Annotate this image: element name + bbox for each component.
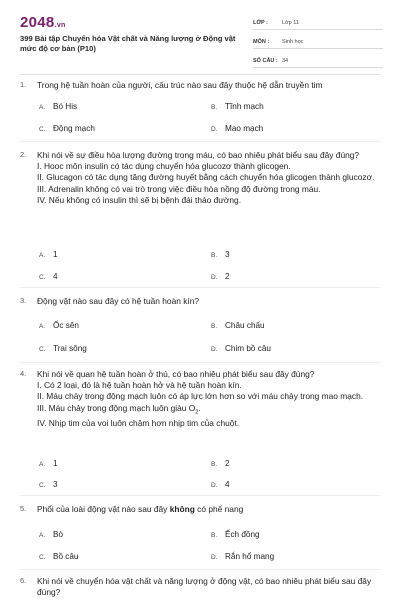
option-b[interactable] — [211, 530, 260, 539]
question-divider — [20, 287, 380, 288]
statement-iii: III. Máu chảy trong động mạch luôn giàu $O_2$. — [37, 402, 201, 416]
document-title: 399 Bài tập Chuyển hóa Vật chất và Năng lượng ở Động vật mức độ cơ bản (P10) — [20, 34, 236, 53]
statement-i: I. Có 2 loại, đó là hệ tuần hoàn hở và hệ tuần hoàn kín. — [37, 380, 242, 391]
option-letter: C. — [39, 274, 46, 281]
option-text: Chim bồ câu — [225, 344, 271, 353]
option-text: Bó His — [53, 102, 78, 111]
question-number: 1. — [20, 80, 27, 89]
site-logo[interactable] — [20, 14, 66, 31]
o2-subscript: 2 — [195, 409, 199, 416]
statement-iii: III. Adrenalin không có vai trò trong việc điều hòa nồng độ đường trong máu. — [37, 183, 321, 194]
option-letter: A. — [39, 104, 46, 111]
question-line: Trong hệ tuần hoàn của người, cấu trúc nào sau đây thuộc hệ dẫn truyền tim — [37, 80, 323, 90]
question-number: 4. — [20, 369, 27, 378]
question-divider — [20, 495, 380, 496]
option-c[interactable] — [39, 124, 95, 133]
option-letter: C. — [39, 126, 46, 133]
option-letter: D. — [211, 346, 218, 353]
option-c[interactable] — [39, 272, 58, 281]
option-text: 2 — [225, 459, 230, 468]
question-line: Khi nói về chuyển hóa vật chất và năng lượng ở động vật, có bao nhiêu phát biểu sau đây đúng? — [37, 576, 372, 598]
meta-row-subject — [253, 34, 383, 49]
option-text: Mao mạch — [225, 124, 264, 133]
meta-table — [253, 15, 383, 72]
option-text: 4 — [225, 480, 230, 489]
option-letter: A. — [39, 461, 46, 468]
option-letter: D. — [211, 274, 218, 281]
option-letter: D. — [211, 482, 218, 489]
question-text — [37, 369, 382, 430]
option-a[interactable] — [39, 530, 63, 539]
option-c[interactable] — [39, 480, 58, 489]
option-text: Động mạch — [53, 124, 95, 133]
header-divider — [20, 74, 380, 75]
question-number: 5. — [20, 504, 27, 513]
question-number: 6. — [20, 576, 27, 585]
option-text: 2 — [225, 272, 230, 281]
meta-row-grade — [253, 15, 383, 30]
option-text: 1 — [53, 459, 58, 468]
question-4 — [20, 369, 382, 491]
option-letter: A. — [39, 252, 46, 259]
question-number: 2. — [20, 150, 27, 159]
option-letter: A. — [39, 532, 46, 539]
grade-value: Lớp 11 — [282, 20, 299, 26]
question-text — [37, 504, 382, 515]
question-divider — [20, 362, 380, 363]
question-divider — [20, 141, 380, 142]
option-c[interactable] — [39, 344, 87, 353]
option-text: Tĩnh mạch — [225, 102, 264, 111]
option-text: Châu chấu — [225, 321, 265, 330]
question-divider — [20, 569, 380, 570]
question-number: 3. — [20, 296, 27, 305]
question-text — [37, 296, 382, 307]
option-letter: B. — [211, 104, 218, 111]
option-letter: B. — [211, 461, 218, 468]
statement-iv: IV. Nhịp tim của voi luôn chậm hơn nhịp tim của chuột. — [37, 418, 240, 429]
option-text: Rắn hổ mang — [225, 552, 275, 561]
option-d[interactable] — [211, 344, 271, 353]
option-letter: B. — [211, 323, 218, 330]
option-a[interactable] — [39, 459, 58, 468]
logo-suffix: .vn — [54, 22, 66, 29]
option-d[interactable] — [211, 124, 263, 133]
option-letter: C. — [39, 482, 46, 489]
question-line — [37, 504, 382, 515]
statement-i: I. Hooc môn insulin có tác dụng chuyển hóa glucozơ thành glicogen. — [37, 161, 291, 172]
option-text: 1 — [53, 250, 58, 259]
option-text: 4 — [53, 272, 58, 281]
question-6 — [20, 576, 382, 600]
question-5 — [20, 504, 382, 566]
question-text — [37, 80, 382, 91]
question-count-value: 34 — [282, 58, 289, 64]
question-text-end: có phế nang — [194, 504, 244, 514]
option-text: Ốc sên — [53, 321, 79, 330]
question-1 — [20, 80, 382, 140]
option-b[interactable] — [211, 250, 230, 259]
option-letter: B. — [211, 532, 218, 539]
question-3 — [20, 296, 382, 358]
option-letter: D. — [211, 554, 218, 561]
grade-label: LỚP : — [253, 20, 268, 26]
option-a[interactable] — [39, 250, 58, 259]
question-line: Khi nói về sự điều hòa lượng đường trong máu, có bao nhiêu phát biểu sau đây đúng? — [37, 150, 360, 160]
option-a[interactable] — [39, 321, 79, 330]
question-line: Động vật nào sau đây có hệ tuần hoàn kín? — [37, 296, 200, 306]
option-letter: C. — [39, 554, 46, 561]
question-text — [37, 576, 382, 598]
option-d[interactable] — [211, 272, 230, 281]
statement-iii-text: III. Máu chảy trong động mạch luôn giàu O — [37, 402, 196, 413]
subject-label: MÔN : — [253, 39, 270, 45]
option-text: Bồ câu — [53, 552, 79, 561]
option-b[interactable] — [211, 321, 265, 330]
option-b[interactable] — [211, 459, 230, 468]
option-text: Ếch đồng — [225, 530, 260, 539]
logo-text: 2048 — [20, 14, 55, 31]
question-2 — [20, 150, 382, 282]
option-text: 3 — [225, 250, 230, 259]
question-text — [37, 150, 382, 206]
question-text-start: Phổi của loài động vật nào sau đây — [37, 504, 170, 514]
subject-value: Sinh học — [282, 39, 304, 45]
option-d[interactable] — [211, 552, 274, 561]
question-emphasis: không — [169, 504, 195, 514]
question-line: Khi nói về quan hệ tuần hoàn ở thú, có bao nhiêu phát biểu sau đây đúng? — [37, 369, 315, 379]
option-letter: D. — [211, 126, 218, 133]
option-b[interactable] — [211, 102, 264, 111]
meta-row-count — [253, 53, 383, 68]
option-text: Trai sông — [53, 344, 87, 353]
option-a[interactable] — [39, 102, 77, 111]
option-c[interactable] — [39, 552, 79, 561]
option-letter: B. — [211, 252, 218, 259]
statement-ii: II. Glucagon có tác dụng tăng đường huyết bằng cách chuyển hóa glicogen thành glucozơ. — [37, 172, 375, 183]
question-count-label: SỐ CÂU : — [253, 58, 278, 64]
statement-ii: II. Máu chảy trong động mạch luôn có áp lực lớn hơn so với máu chảy trong mao mạch. — [37, 391, 364, 402]
option-text: 3 — [53, 480, 58, 489]
statement-iv: IV. Nếu không có insulin thì sẽ bị bệnh đái tháo đường. — [37, 194, 242, 205]
option-letter: C. — [39, 346, 46, 353]
option-d[interactable] — [211, 480, 230, 489]
option-letter: A. — [39, 323, 46, 330]
document-header — [0, 0, 400, 72]
option-text: Bò — [53, 530, 64, 539]
